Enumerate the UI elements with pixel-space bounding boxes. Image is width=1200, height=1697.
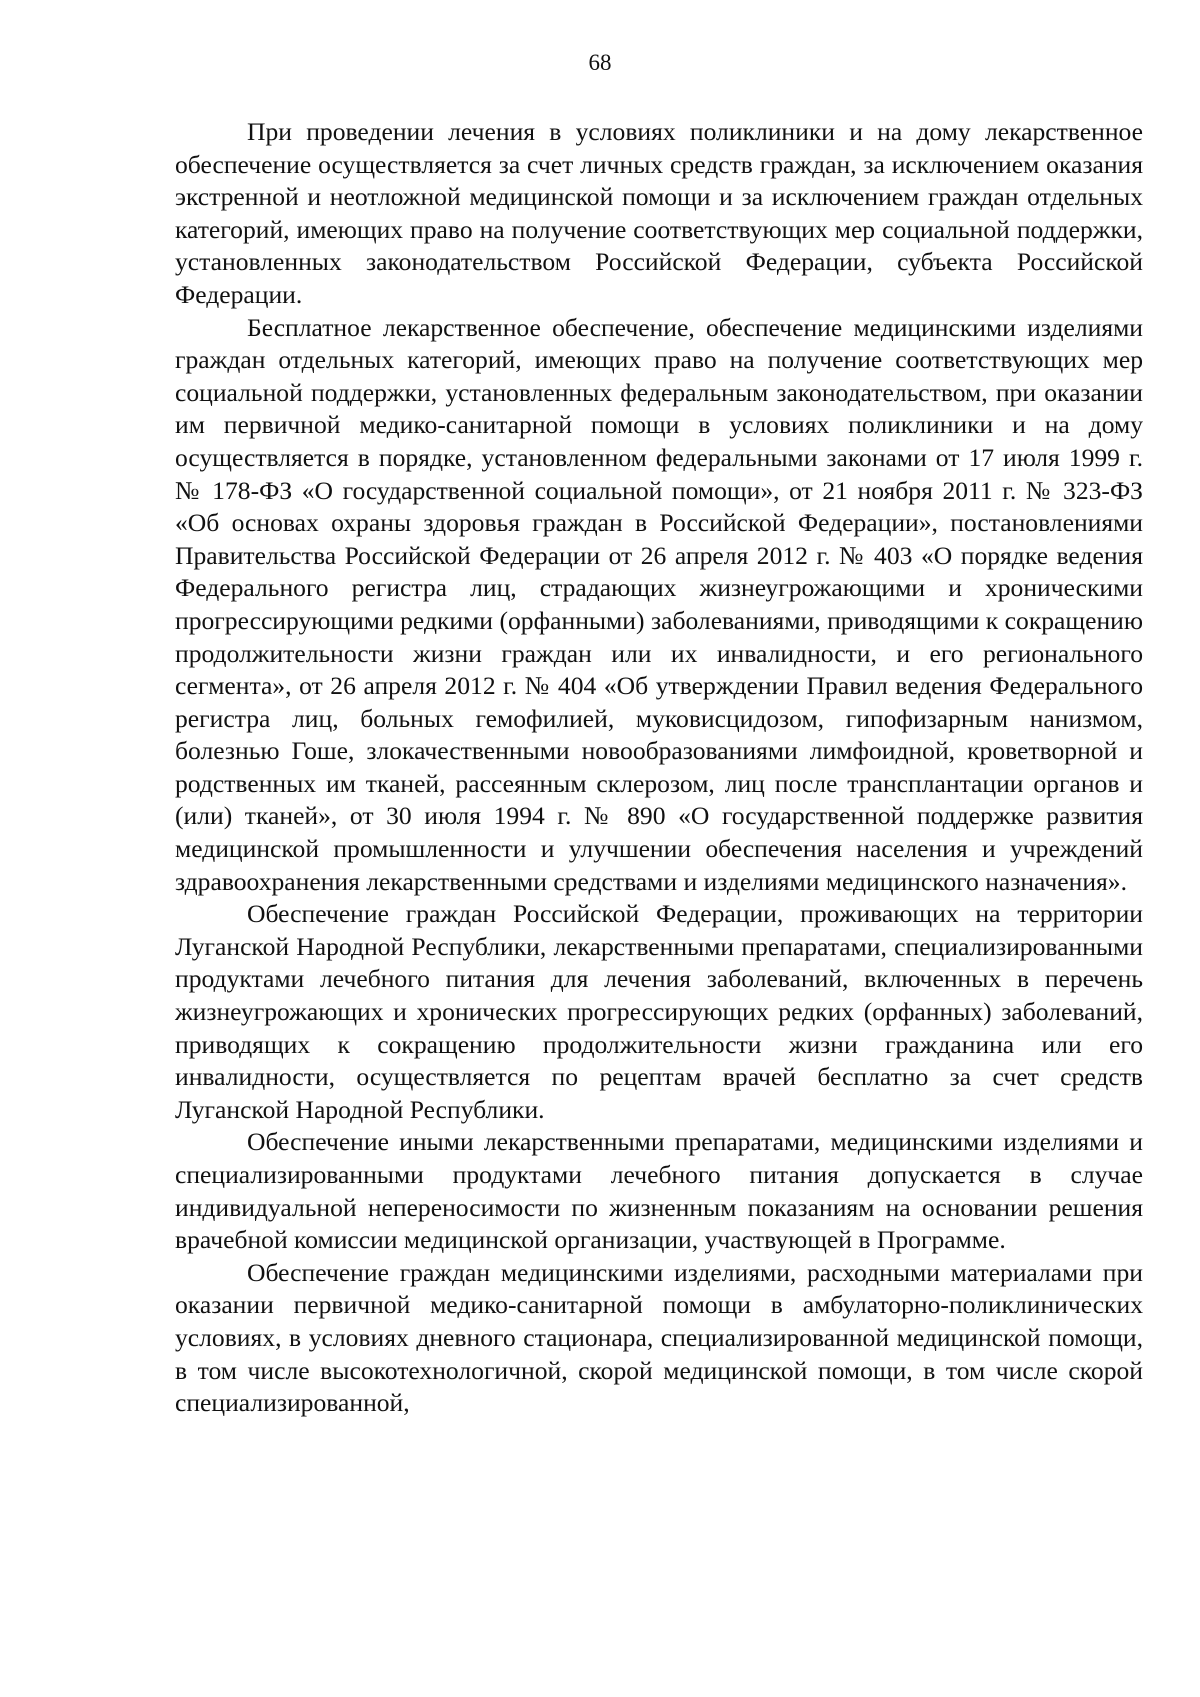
paragraph-medical-devices-provision: Обеспечение граждан медицинскими изделиями, расходными материалами при оказании первичной медико-санитарной помощи в амбулаторно-поликлинических условиях, в условиях дневного стационара, специализированной медицинской помощи, в том числе высокотехнологичной, скорой медицинской помощи, в том числе скорой специализированной,: [175, 1257, 1143, 1418]
paragraph-drug-provision-outpatient: При проведении лечения в условиях поликлиники и на дому лекарственное обеспечение осуществляется за счет личных средств граждан, за исключением оказания экстренной и неотложной медицинской помощи и за исключением граждан отдельных категорий, имеющих право на получение соответствующих мер социальной поддержки, установленных законодательством Российской Федерации, субъекта Российской Федерации.: [175, 117, 1143, 309]
paragraph-orphan-diseases-provision: Обеспечение граждан Российской Федерации, проживающих на территории Луганской Народной Республики, лекарственными препаратами, специализированными продуктами лечебного питания для лечения заболеваний, включенных в перечень жизнеугрожающих и хронических прогрессирующих редких (орфанных) заболеваний, приводящих к сокращению продолжительности жизни гражданина или его инвалидности, осуществляется по рецептам врачей бесплатно за счет средств Луганской Народной Республики.: [175, 899, 1143, 1124]
page-number: 68: [588, 50, 612, 75]
document-body: [175, 116, 1143, 1420]
paragraph-other-drugs-provision: Обеспечение иными лекарственными препаратами, медицинскими изделиями и специализированными продуктами лечебного питания допускается в случае индивидуальной непереносимости по жизненным показаниям на основании решения врачебной комиссии медицинской организации, участвующей в Программе.: [175, 1127, 1143, 1255]
paragraph-free-drug-provision: Бесплатное лекарственное обеспечение, обеспечение медицинскими изделиями граждан отдельных категорий, имеющих право на получение соответствующих мер социальной поддержки, установленных федеральным законодательством, при оказании им первичной медико-санитарной помощи в условиях поликлиники и на дому осуществляется в порядке, установленном федеральными законами от 17 июля 1999 г. № 178-ФЗ «О государственной социальной помощи», от 21 ноября 2011 г. № 323-ФЗ «Об основах охраны здоровья граждан в Российской Федерации», постановлениями Правительства Российской Федерации от 26 апреля 2012 г. № 403 «О порядке ведения Федерального регистра лиц, страдающих жизнеугрожающими и хроническими прогрессирующими редкими (орфанными) заболеваниями, приводящими к сокращению продолжительности жизни граждан или их инвалидности, и его регионального сегмента», от 26 апреля 2012 г. № 404 «Об утверждении Правил ведения Федерального регистра лиц, больных гемофилией, муковисцидозом, гипофизарным нанизмом, болезнью Гоше, злокачественными новообразованиями лимфоидной, кроветворной и родственных им тканей, рассеянным склерозом, лиц после трансплантации органов и (или) тканей», от 30 июля 1994 г. № 890 «О государственной поддержке развития медицинской промышленности и улучшении обеспечения населения и учреждений здравоохранения лекарственными средствами и изделиями медицинского назначения».: [175, 312, 1143, 896]
